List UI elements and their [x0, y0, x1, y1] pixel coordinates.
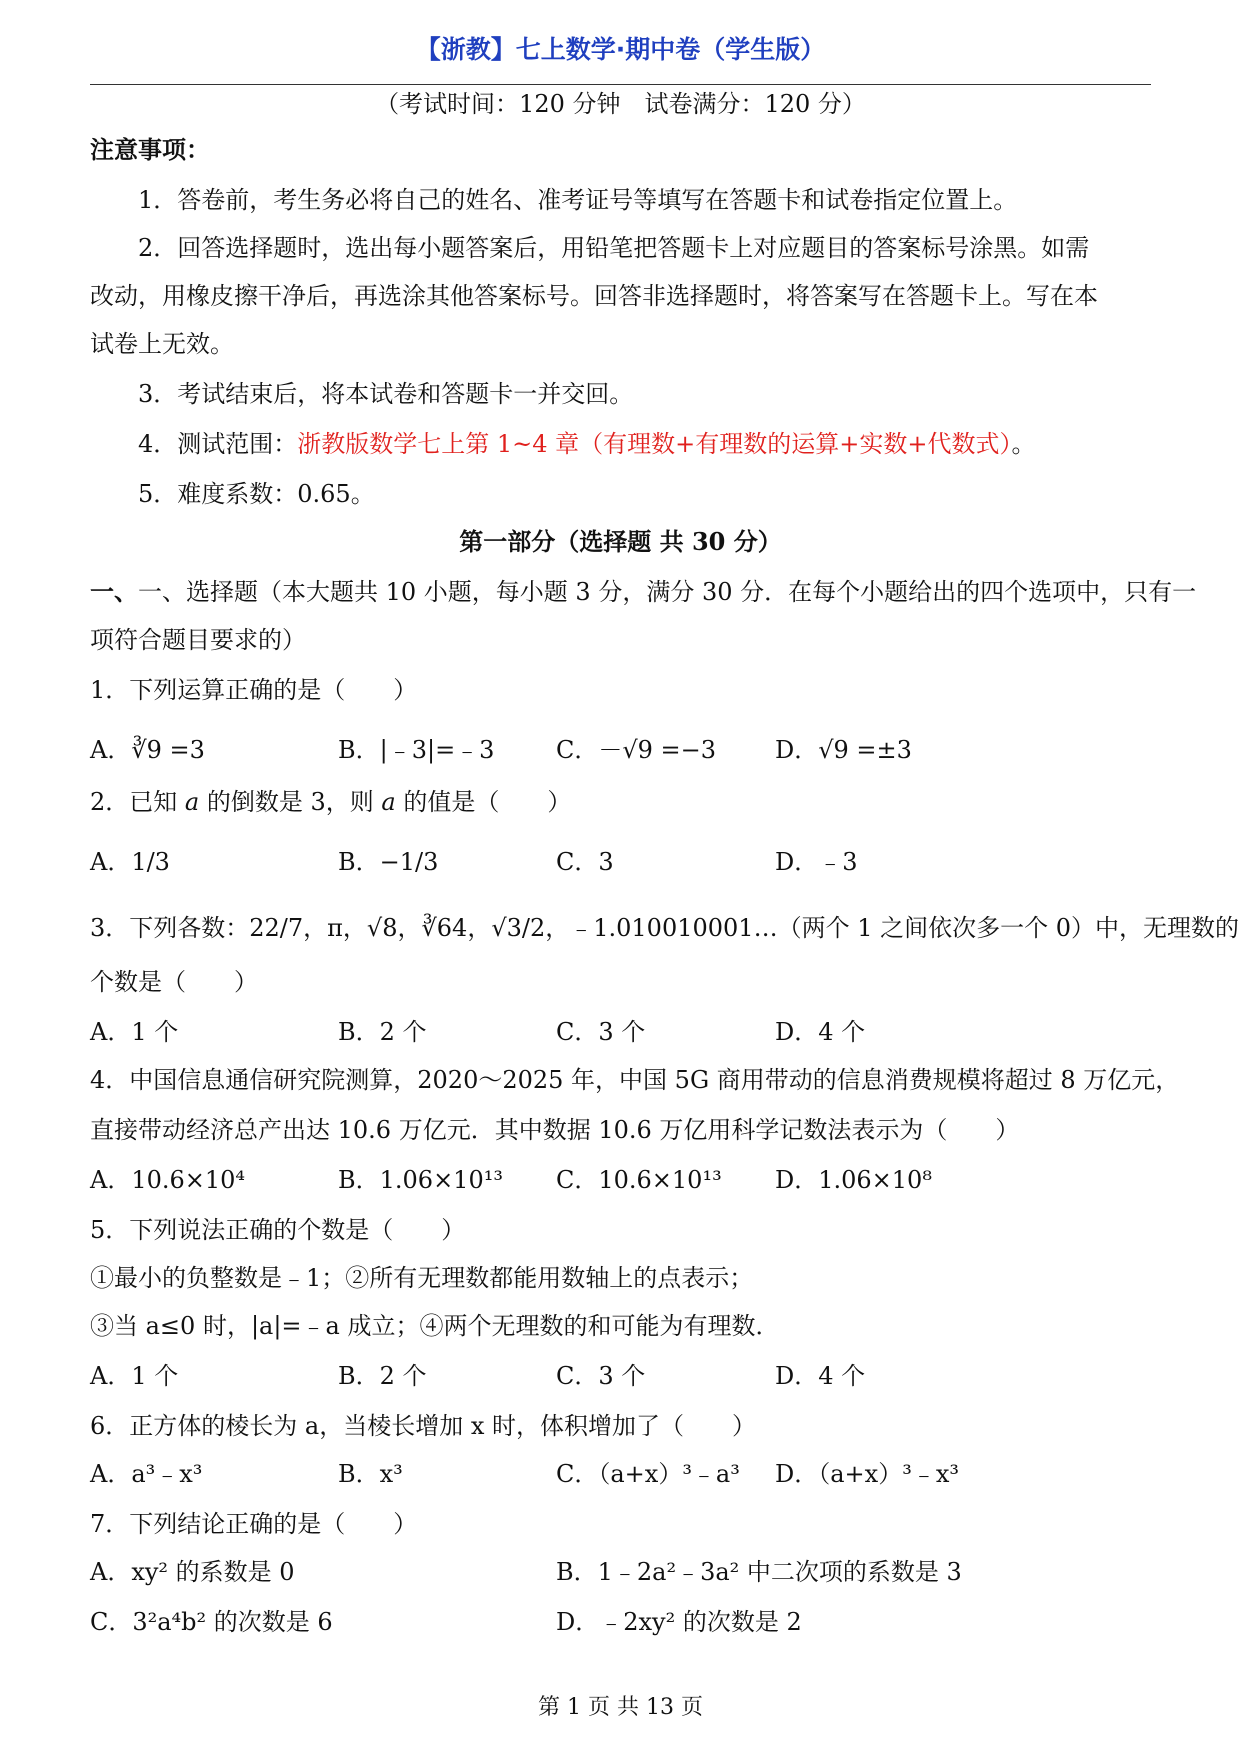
notice-item-2: 2．回答选择题时，选出每小题答案后，用铅笔把答题卡上对应题目的答案标号涂黑。如需 [138, 234, 1090, 262]
question-1-option-c: C．－√9 =−3 [556, 736, 717, 764]
question-7-stem: 7．下列结论正确的是（ ） [90, 1510, 418, 1538]
page-header-title: 【浙教】七上数学·期中卷（学生版） [415, 35, 826, 64]
question-4-option-b: B．1.06×10¹³ [338, 1166, 503, 1194]
section-intro: 一、一、选择题（本大题共 10 小题，每小题 3 分，满分 30 分．在每个小题给出的四个选项中，只有一 [90, 577, 1197, 606]
question-3-option-d: D．4 个 [775, 1018, 866, 1046]
question-7-option-d: D．﹣2xy² 的次数是 2 [556, 1608, 802, 1636]
question-2-stem: 2．已知 a 的倒数是 3，则 a 的值是（ ） [90, 788, 572, 816]
question-5-option-b: B．2 个 [338, 1362, 427, 1390]
notice-item-1: 1．答卷前，考生务必将自己的姓名、准考证号等填写在答题卡和试卷指定位置上。 [138, 186, 1018, 214]
question-3-option-a: A．1 个 [90, 1018, 179, 1046]
question-3-stem-cont: 个数是（ ） [90, 968, 258, 996]
question-2-option-a: A．1/3 [90, 848, 170, 876]
question-4-option-d: D．1.06×10⁸ [775, 1166, 932, 1194]
part1-title: 第一部分（选择题 共 30 分） [459, 527, 782, 556]
question-3-stem: 3．下列各数：22/7，π，√8，∛64，√3/2，﹣1.010010001…（两个 1 之间依次多一个 0）中，无理数的 [90, 914, 1239, 942]
question-7-option-b: B．1﹣2a²﹣3a² 中二次项的系数是 3 [556, 1558, 962, 1586]
question-4-stem-cont: 直接带动经济总产出达 10.6 万亿元．其中数据 10.6 万亿用科学记数法表示为（ ） [90, 1116, 1020, 1144]
question-7-option-a: A．xy² 的系数是 0 [90, 1558, 295, 1586]
question-6-option-d: D．（a+x）³﹣x³ [775, 1460, 959, 1488]
notice-item-2-cont: 改动，用橡皮擦干净后，再选涂其他答案标号。回答非选择题时，将答案写在答题卡上。写在本 [90, 282, 1098, 310]
notice-heading: 注意事项： [90, 135, 210, 164]
question-4-option-c: C．10.6×10¹³ [556, 1166, 722, 1194]
question-6-option-b: B．x³ [338, 1460, 403, 1488]
question-3-option-c: C．3 个 [556, 1018, 646, 1046]
question-2-option-b: B．−1/3 [338, 848, 439, 876]
notice-item-4-suffix: 。 [1011, 430, 1036, 458]
question-1-stem: 1．下列运算正确的是（ ） [90, 676, 418, 704]
question-3-option-b: B．2 个 [338, 1018, 427, 1046]
question-5-option-d: D．4 个 [775, 1362, 866, 1390]
page-footer: 第 1 页 共 13 页 [538, 1695, 703, 1720]
notice-item-3: 3．考试结束后，将本试卷和答题卡一并交回。 [138, 380, 634, 408]
notice-item-4 [138, 428, 1036, 460]
test-range: 浙教版数学七上第 1~4 章（有理数+有理数的运算+实数+代数式） [297, 430, 1012, 458]
notice-item-4-prefix: 4．测试范围： [138, 430, 298, 458]
question-2-option-c: C．3 [556, 848, 614, 876]
question-4-stem: 4．中国信息通信研究院测算，2020～2025 年，中国 5G 商用带动的信息消费规模将超过 8 万亿元， [90, 1066, 1180, 1094]
question-7-option-c: C．3²a⁴b² 的次数是 6 [90, 1608, 333, 1636]
question-2-option-d: D．﹣3 [775, 848, 858, 876]
notice-item-2-end: 试卷上无效。 [90, 330, 234, 358]
question-6-stem: 6．正方体的棱长为 a，当棱长增加 x 时，体积增加了（ ） [90, 1412, 756, 1440]
question-1-option-b: B．|﹣3|=﹣3 [338, 736, 495, 764]
question-6-option-c: C．（a+x）³﹣a³ [556, 1460, 740, 1488]
question-1-option-a: A．∛9 =3 [90, 736, 205, 764]
question-4-option-a: A．10.6×10⁴ [90, 1166, 246, 1194]
question-5-option-c: C．3 个 [556, 1362, 646, 1390]
question-5-stem: 5．下列说法正确的个数是（ ） [90, 1216, 466, 1244]
question-6-option-a: A．a³﹣x³ [90, 1460, 203, 1488]
question-5-statement-1: ①最小的负整数是﹣1；②所有无理数都能用数轴上的点表示； [90, 1264, 754, 1292]
header-divider [90, 84, 1151, 85]
section-intro-cont: 项符合题目要求的） [90, 626, 306, 654]
question-1-option-d: D．√9 =±3 [775, 736, 912, 764]
notice-item-5: 5．难度系数：0.65。 [138, 480, 375, 508]
exam-info: （考试时间：120 分钟 试卷满分：120 分） [375, 90, 866, 118]
question-5-statement-2: ③当 a≤0 时，|a|=﹣a 成立；④两个无理数的和可能为有理数． [90, 1312, 780, 1340]
question-5-option-a: A．1 个 [90, 1362, 179, 1390]
